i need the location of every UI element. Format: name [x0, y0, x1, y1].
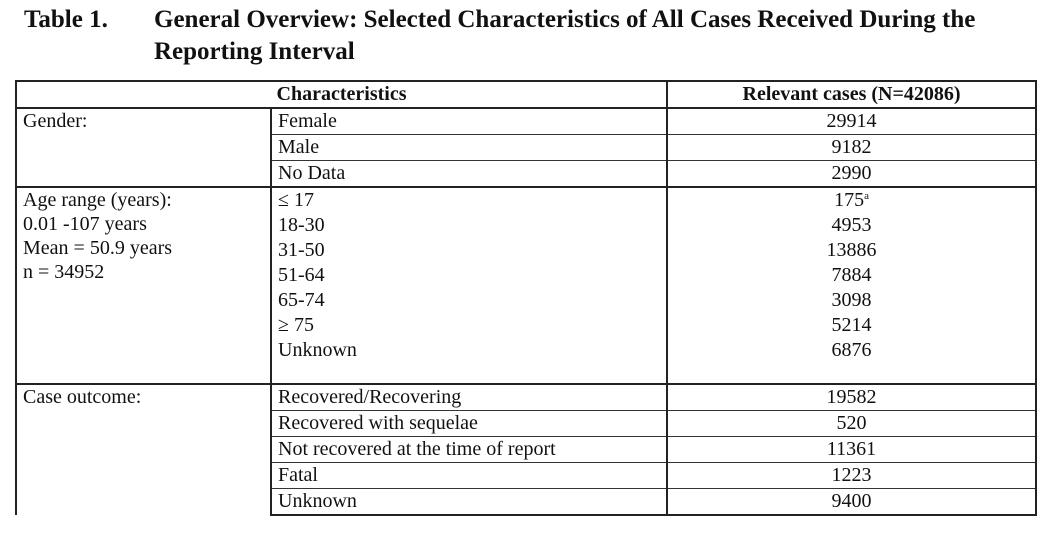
row-count: 9182	[667, 135, 1036, 161]
row-label: Unknown	[271, 338, 667, 363]
age-label-line: 0.01 -107 years	[23, 213, 147, 235]
age-label-line: Mean = 50.9 years	[23, 237, 173, 259]
footnote-mark: a	[864, 190, 869, 202]
row-label: Not recovered at the time of report	[271, 437, 667, 463]
row-label: 18-30	[271, 213, 667, 238]
row-count: 9400	[667, 489, 1036, 516]
table-caption: General Overview: Selected Characteristics of All Cases Received During the Reporting Interval	[154, 6, 976, 65]
count-value: 175	[834, 189, 865, 211]
row-label: ≥ 75	[271, 313, 667, 338]
row-label: Unknown	[271, 489, 667, 516]
row-count: 13886	[667, 238, 1036, 263]
table-row	[16, 187, 1036, 213]
row-label: Recovered/Recovering	[271, 384, 667, 411]
row-label: Fatal	[271, 463, 667, 489]
row-label: ≤ 17	[271, 187, 667, 213]
row-label: Male	[271, 135, 667, 161]
characteristics-table	[15, 80, 1037, 516]
row-count: 5214	[667, 313, 1036, 338]
row-label: 31-50	[271, 238, 667, 263]
row-label: 51-64	[271, 263, 667, 288]
group-label-outcome: Case outcome:	[16, 384, 271, 515]
age-label-line: n = 34952	[23, 261, 105, 283]
row-count: 1223	[667, 463, 1036, 489]
header-characteristics: Characteristics	[16, 81, 667, 108]
group-label-gender: Gender:	[16, 108, 271, 187]
table-number: Table 1.	[24, 6, 108, 33]
row-count: 11361	[667, 437, 1036, 463]
table-row	[16, 384, 1036, 411]
row-count: 7884	[667, 263, 1036, 288]
row-count: 3098	[667, 288, 1036, 313]
spacer-cell	[667, 363, 1036, 384]
header-row	[16, 81, 1036, 108]
row-label: No Data	[271, 161, 667, 188]
header-relevant-cases: Relevant cases (N=42086)	[667, 81, 1036, 108]
row-count: 4953	[667, 213, 1036, 238]
row-count: 6876	[667, 338, 1036, 363]
group-label-age	[16, 187, 271, 384]
age-label-line: Age range (years):	[23, 189, 172, 211]
row-label: Female	[271, 108, 667, 135]
row-count	[667, 187, 1036, 213]
table-row	[16, 108, 1036, 135]
row-count: 2990	[667, 161, 1036, 188]
row-label: Recovered with sequelae	[271, 411, 667, 437]
row-count: 520	[667, 411, 1036, 437]
spacer-cell	[271, 363, 667, 384]
row-count: 29914	[667, 108, 1036, 135]
row-label: 65-74	[271, 288, 667, 313]
row-count: 19582	[667, 384, 1036, 411]
